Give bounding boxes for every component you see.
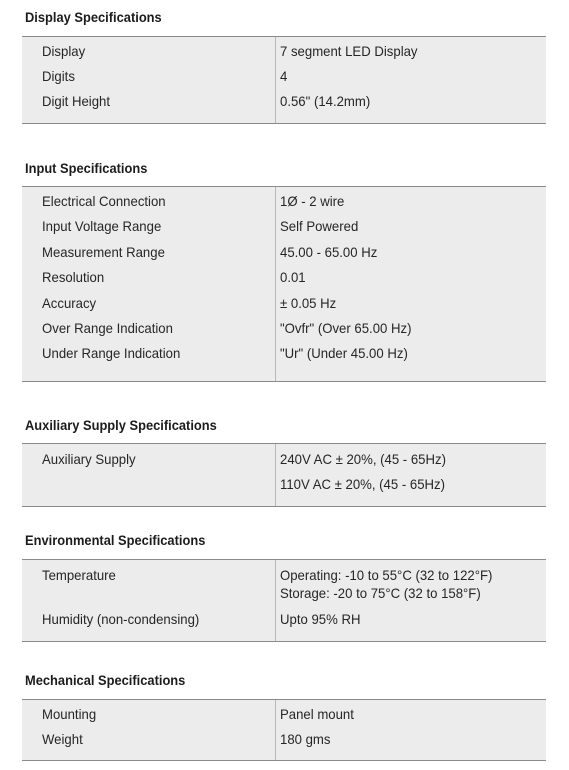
spec-value: 180 gms [280,731,331,747]
spec-label: Digits [42,68,75,84]
spec-row [22,292,546,317]
spec-value: Panel mount [280,706,354,722]
spec-value: Operating: -10 to 55°C (32 to 122°F) [280,567,493,583]
spec-label: Temperature [42,567,116,583]
section-title: Auxiliary Supply Specifications [25,417,217,433]
spec-value: 45.00 - 65.00 Hz [280,244,378,260]
spec-label: Weight [42,731,83,747]
spec-panel [22,36,546,124]
spec-label: Measurement Range [42,244,165,260]
spec-label: Over Range Indication [42,320,173,336]
spec-value: 7 segment LED Display [280,43,418,59]
spec-value: 0.56" (14.2mm) [280,93,371,109]
spec-label: Auxiliary Supply [42,451,136,467]
spec-row [22,40,546,65]
spec-value: 4 [280,68,288,84]
spec-row [22,65,546,90]
section-title: Environmental Specifications [25,532,206,548]
spec-panel [22,699,546,761]
spec-value: 240V AC ± 20%, (45 - 65Hz) [280,451,446,467]
section-title: Input Specifications [25,160,148,176]
spec-row [22,266,546,291]
spec-label: Under Range Indication [42,345,181,361]
spec-row [22,241,546,266]
spec-value: "Ovfr" (Over 65.00 Hz) [280,320,412,336]
spec-value: Storage: -20 to 75°C (32 to 158°F) [280,585,481,601]
section-title: Mechanical Specifications [25,672,186,688]
spec-row [22,317,546,342]
spec-panel [22,186,546,382]
section-title: Display Specifications [25,9,162,25]
spec-label: Mounting [42,706,97,722]
spec-value: 0.01 [280,269,306,285]
spec-label: Humidity (non-condensing) [42,611,200,627]
spec-row [22,215,546,240]
spec-row [22,608,546,633]
spec-row [22,90,546,115]
spec-label: Resolution [42,269,105,285]
spec-row [22,342,546,367]
spec-label: Input Voltage Range [42,218,162,234]
spec-value: 1Ø - 2 wire [280,193,345,209]
spec-value: Upto 95% RH [280,611,361,627]
spec-label: Display [42,43,86,59]
spec-label: Digit Height [42,93,111,109]
spec-row [22,447,546,499]
spec-label: Electrical Connection [42,193,166,209]
spec-row [22,190,546,215]
spec-panel [22,559,546,642]
spec-panel [22,443,546,507]
spec-label: Accuracy [42,295,97,311]
spec-value: ± 0.05 Hz [280,295,337,311]
spec-row [22,728,546,753]
spec-row [22,703,546,728]
spec-row [22,563,546,605]
spec-value: "Ur" (Under 45.00 Hz) [280,345,408,361]
spec-value: Self Powered [280,218,359,234]
spec-value: 110V AC ± 20%, (45 - 65Hz) [280,476,445,492]
